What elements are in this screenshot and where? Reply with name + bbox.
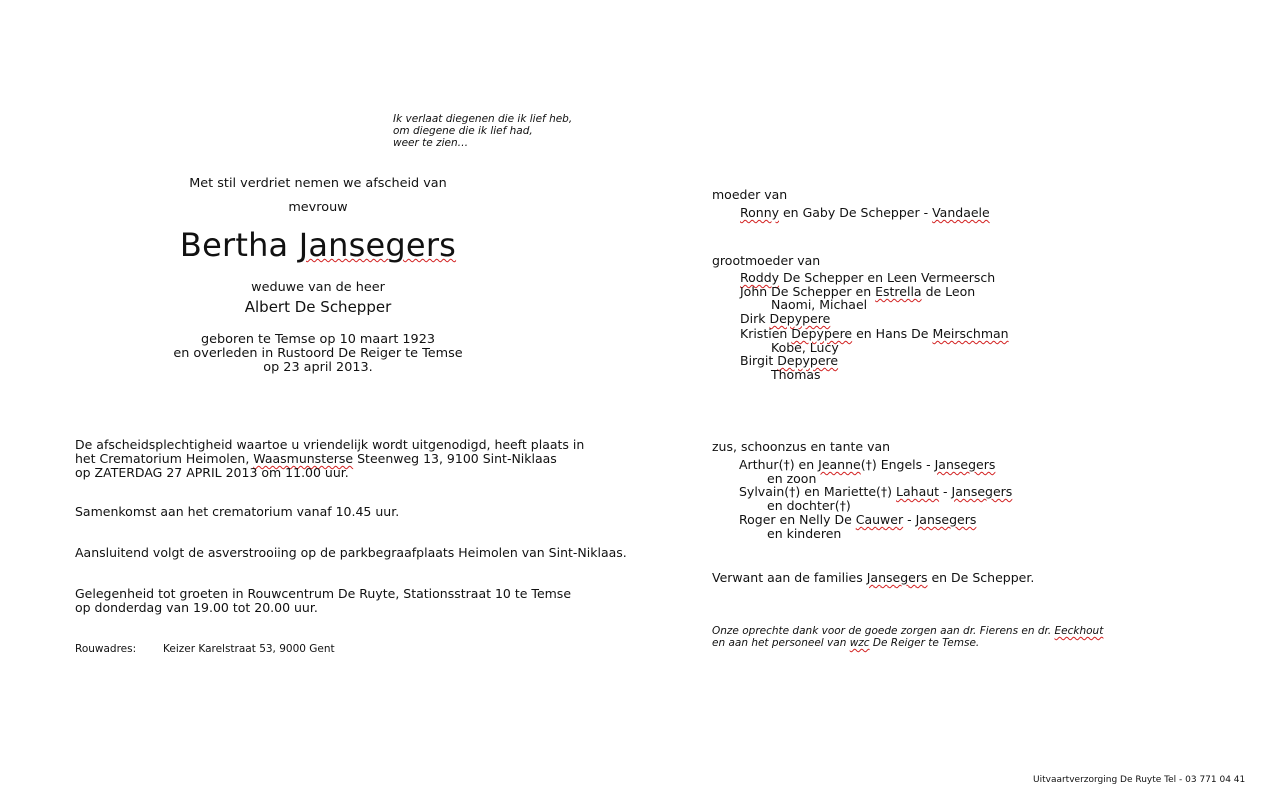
deceased-name	[150, 226, 486, 264]
mother-heading: moeder van	[712, 187, 788, 202]
grandmother-heading: grootmoeder van	[712, 253, 821, 268]
related-families-line: Verwant aan de families Jansegers en De Schepper.	[712, 570, 1035, 585]
widow-of-text: weduwe van de heer	[251, 280, 385, 295]
quote-line: weer te zien…	[393, 137, 469, 150]
great-grandchildren-line: Thomas	[771, 367, 821, 382]
sister-heading: zus, schoonzus en tante van	[712, 439, 891, 454]
grandchild-line: Dirk Depypere	[740, 311, 831, 326]
condolence-line: Gelegenheid tot groeten in Rouwcentrum De Ruyte, Stationsstraat 10 te Temse	[75, 586, 572, 601]
great-grandchildren-line: Naomi, Michael	[771, 297, 868, 312]
thanks-paragraph	[712, 625, 1103, 649]
scattering-paragraph: Aansluitend volgt de asverstrooiing op de parkbegraafplaats Heimolen van Sint-Niklaas.	[75, 545, 627, 560]
last-name: Jansegers	[298, 226, 457, 264]
sibling-child-line: en zoon	[767, 471, 817, 486]
thanks-line: en aan het personeel van wzc De Reiger te Temse.	[712, 637, 980, 649]
sibling-child-line: en dochter(†)	[767, 498, 851, 513]
grandchild-line: Kristien Depypere en Hans De Meirschman	[740, 326, 1009, 341]
quote-line: Ik verlaat diegenen die ik lief heb,	[393, 113, 573, 125]
address-value: Keizer Karelstraat 53, 9000 Gent	[163, 643, 335, 655]
grandchild-line: Roddy De Schepper en Leen Vermeersch	[740, 270, 996, 285]
death-line: en overleden in Rustoord De Reiger te Temse	[173, 346, 463, 361]
dates-block	[170, 333, 466, 375]
grandchild-line: John De Schepper en Estrella de Leon	[740, 284, 976, 299]
great-grandchildren-line: Kobe, Lucy	[771, 340, 839, 355]
sibling-line: Sylvain(†) en Mariette(†) Lahaut - Jansegers	[739, 484, 1013, 499]
ceremony-line: De afscheidsplechtigheid waartoe u vriendelijk wordt uitgenodigd, heeft plaats in	[75, 437, 585, 452]
mother-children-line: Ronny en Gaby De Schepper - Vandaele	[740, 205, 990, 220]
grandchild-line: Birgit Depypere	[740, 353, 839, 368]
condolence-paragraph	[75, 587, 571, 615]
husband-name: Albert De Schepper	[244, 298, 392, 316]
ceremony-line: het Crematorium Heimolen, Waasmunsterse Steenweg 13, 9100 Sint-Niklaas	[75, 451, 557, 466]
sibling-line: Roger en Nelly De Cauwer - Jansegers	[739, 512, 977, 527]
ceremony-line: op ZATERDAG 27 APRIL 2013 om 11.00 uur.	[75, 465, 349, 480]
gathering-paragraph: Samenkomst aan het crematorium vanaf 10.45 uur.	[75, 504, 400, 519]
footer-credit: Uitvaartverzorging De Ruyte Tel - 03 771 04 41	[1033, 775, 1246, 785]
death-date-line: op 23 april 2013.	[263, 360, 373, 375]
thanks-line: Onze oprechte dank voor de goede zorgen aan dr. Fierens en dr. Eeckhout	[712, 625, 1104, 637]
quote-line: om diegene die ik lief had,	[393, 125, 533, 138]
sibling-line: Arthur(†) en Jeanne(†) Engels - Jansegers	[739, 457, 996, 472]
title-text: mevrouw	[288, 200, 348, 215]
address-label: Rouwadres:	[75, 643, 137, 655]
opening-quote	[393, 113, 572, 150]
birth-line: geboren te Temse op 10 maart 1923	[201, 332, 435, 347]
first-name: Bertha	[179, 226, 289, 264]
intro-text: Met stil verdriet nemen we afscheid van	[189, 176, 447, 191]
condolence-line: op donderdag van 19.00 tot 20.00 uur.	[75, 600, 318, 615]
ceremony-paragraph	[75, 438, 584, 480]
sibling-child-line: en kinderen	[767, 526, 842, 541]
